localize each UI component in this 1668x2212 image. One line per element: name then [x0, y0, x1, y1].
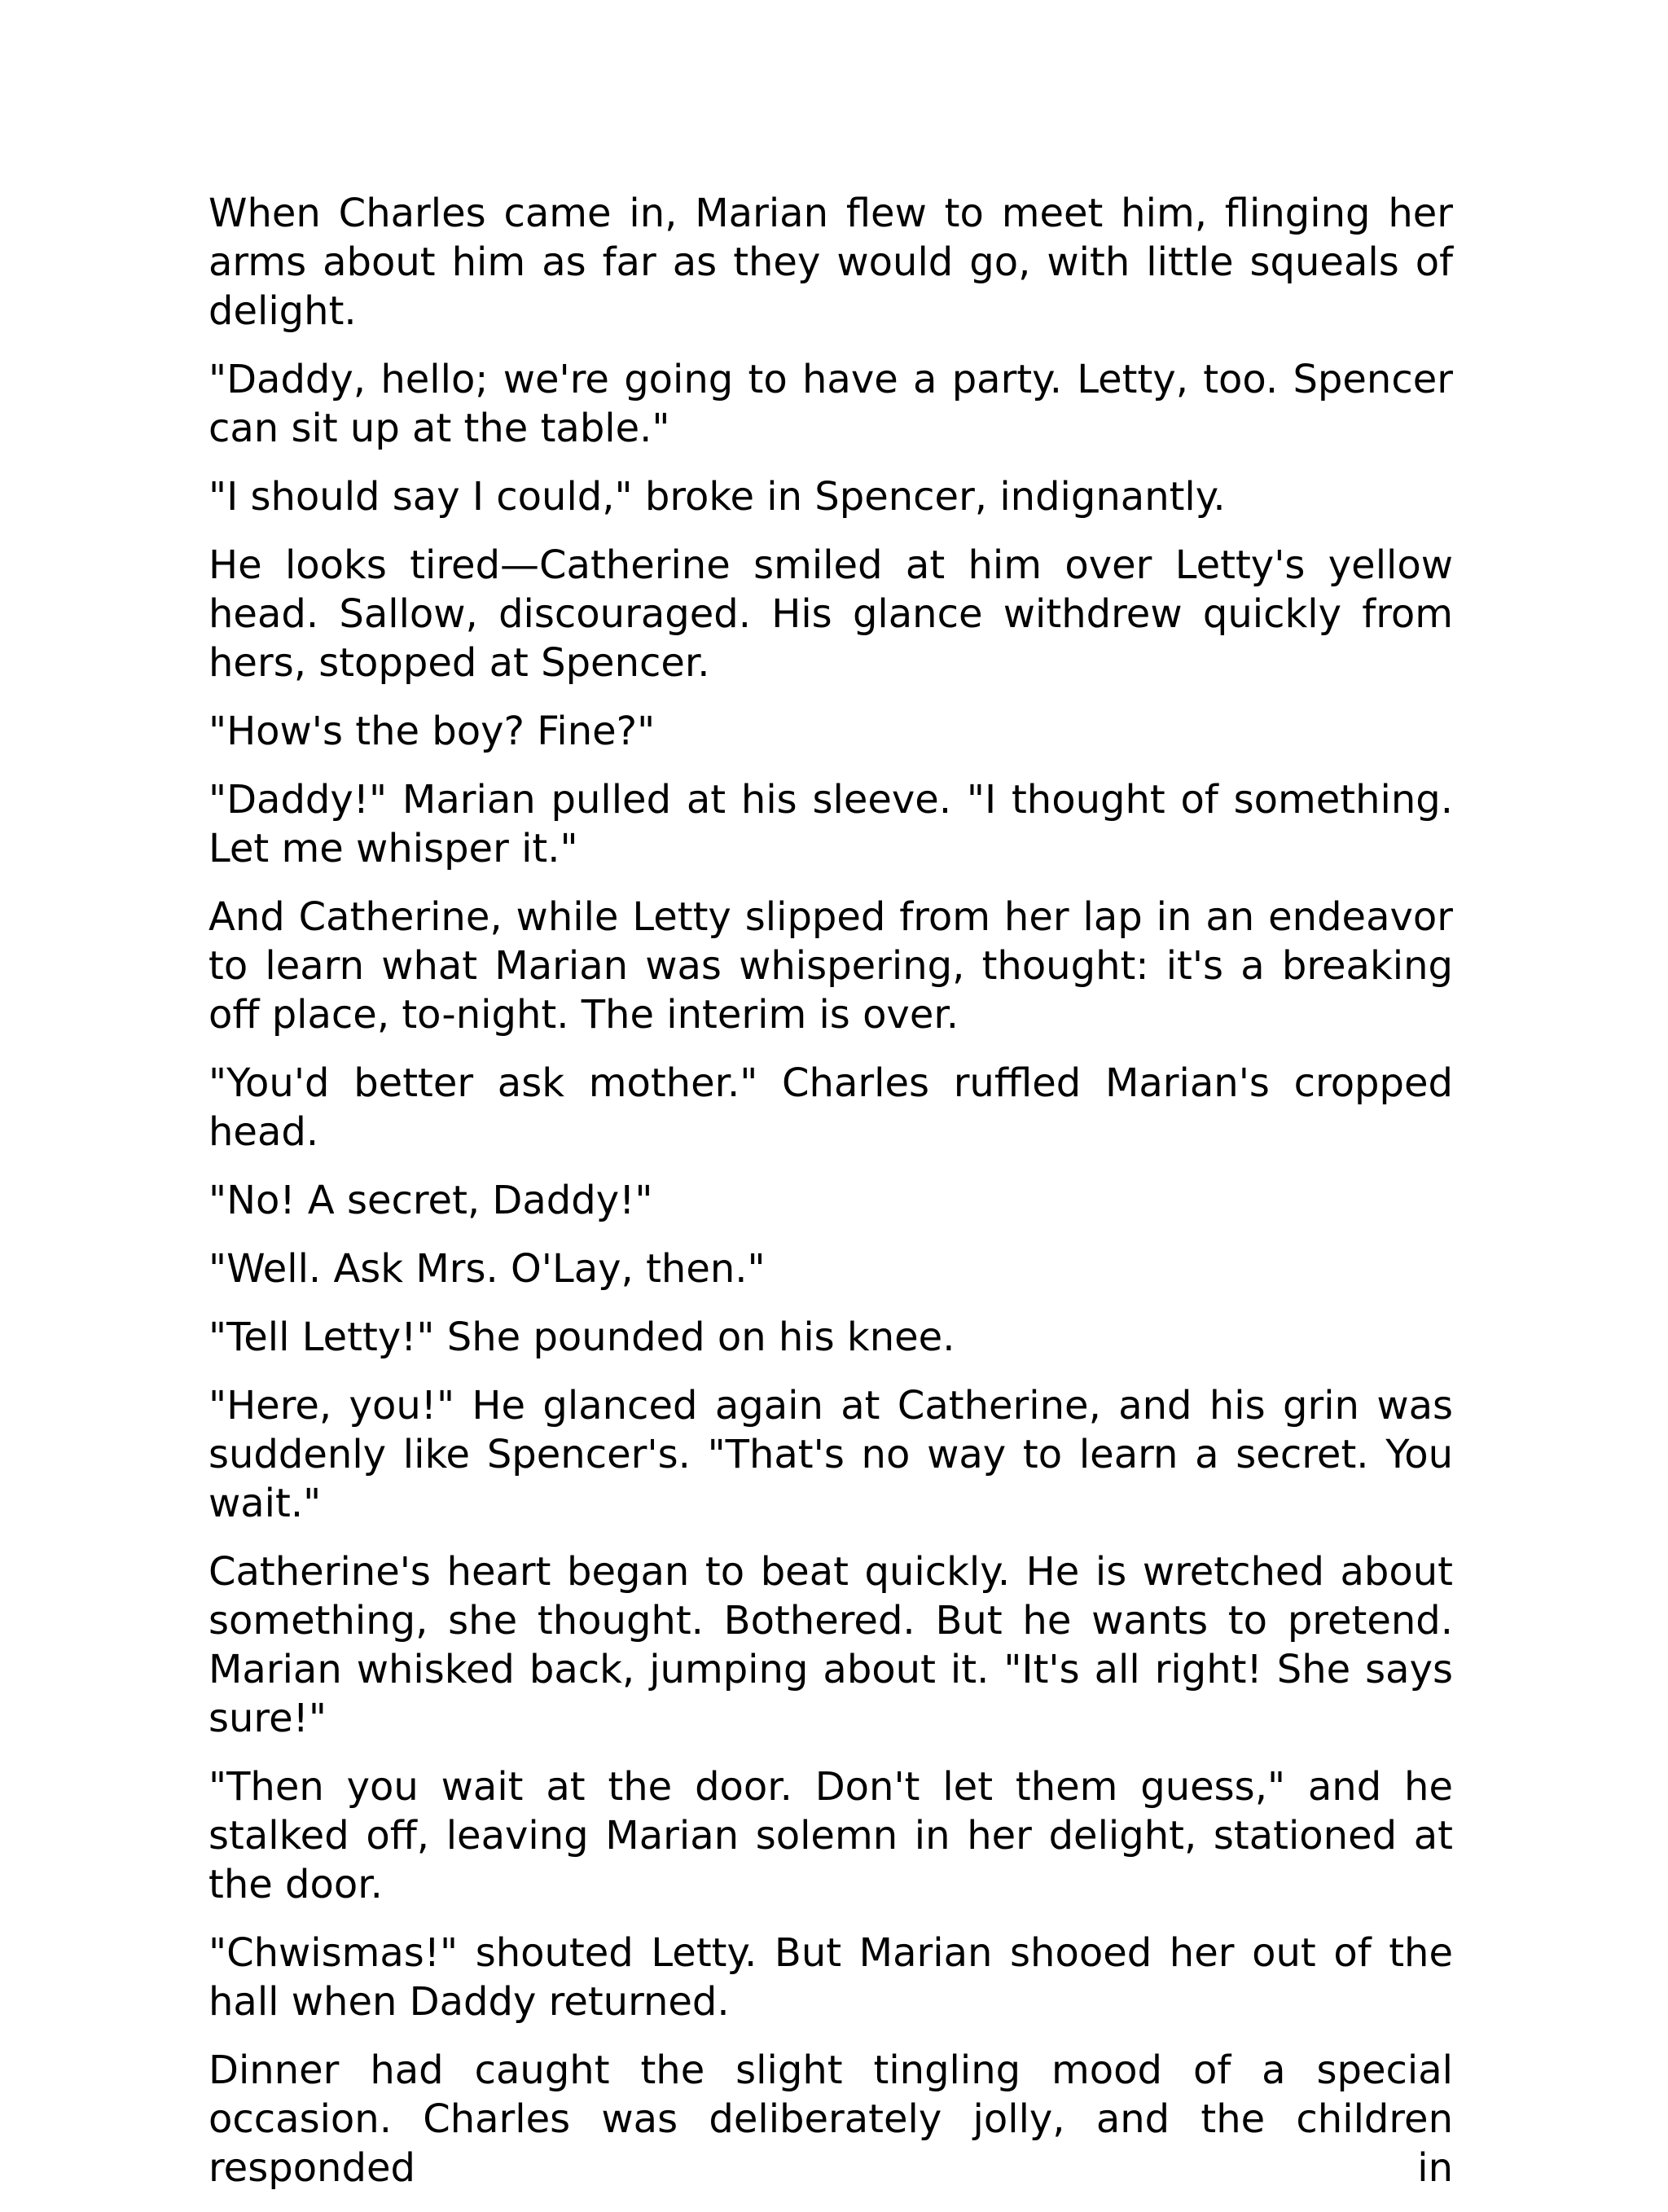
- paragraph: Dinner had caught the slight tingling mood of a special occasion. Charles was deliberately jolly, and the children responded in: [208, 2047, 1453, 2191]
- paragraph: "Tell Letty!" She pounded on his knee.: [208, 1314, 955, 1360]
- paragraph: "Daddy, hello; we're going to have a party. Letty, too. Spencer can sit up at the table.": [208, 357, 1453, 451]
- paragraph: "You'd better ask mother." Charles ruffled Marian's cropped head.: [208, 1060, 1453, 1155]
- paragraph: "I should say I could," broke in Spencer, indignantly.: [208, 474, 1226, 520]
- body-text: [208, 189, 1453, 2212]
- paragraph: "Chwismas!" shouted Letty. But Marian shooed her out of the hall when Daddy returned.: [208, 1930, 1453, 2025]
- paragraph: "How's the boy? Fine?": [208, 709, 656, 754]
- paragraph: "Well. Ask Mrs. O'Lay, then.": [208, 1246, 766, 1292]
- paragraph: "Then you wait at the door. Don't let them guess," and he stalked off, leaving Marian solemn in her delight, stationed at the door.: [208, 1764, 1453, 1907]
- paragraph: He looks tired—Catherine smiled at him over Letty's yellow head. Sallow, discouraged. His glance withdrew quickly from hers, stopped at Spencer.: [208, 542, 1453, 686]
- paragraph: "Here, you!" He glanced again at Catherine, and his grin was suddenly like Spencer's. "That's no way to learn a secret. You wait.": [208, 1383, 1453, 1526]
- paragraph: "Daddy!" Marian pulled at his sleeve. "I thought of something. Let me whisper it.": [208, 777, 1453, 871]
- paragraph: When Charles came in, Marian flew to meet him, flinging her arms about him as far as they would go, with little squeals of delight.: [208, 191, 1453, 334]
- paragraph: And Catherine, while Letty slipped from her lap in an endeavor to learn what Marian was whispering, thought: it's a breaking off place, to-night. The interim is over.: [208, 894, 1453, 1038]
- paragraph: "No! A secret, Daddy!": [208, 1178, 653, 1223]
- paragraph: Catherine's heart began to beat quickly. He is wretched about something, she thought. Bothered. But he wants to pretend. Marian whisked back, jumping about it. "It's all right! She says sure!": [208, 1549, 1453, 1741]
